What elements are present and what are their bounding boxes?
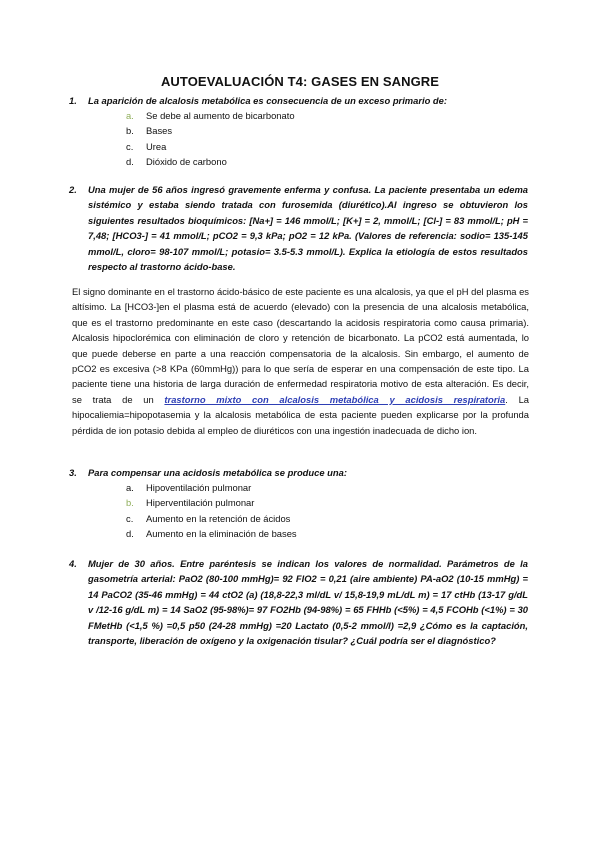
question-4 (69, 556, 528, 648)
question-3-option-a (126, 480, 526, 495)
option-text: Hiperventilación pulmonar (146, 497, 255, 509)
option-text: Bases (146, 125, 173, 137)
question-2-text: Una mujer de 56 años ingresó gravemente enferma y confusa. La paciente presentaba un edema sistémico y estaba siendo tratada con furosemida (diurético).Al ingreso se obtuvieron los siguientes resultados bioquímicos: [Na+] = 146 mmol/L; [K+] = 2, mmol/L; [Cl-] = 83 mmol/L; pH = 7,48; [HCO3-] = 41 mmol/L; pCO2 = 9,3 kPa; pO2 = 12 kPa. (Valores de referencia: sodio= 135-145 mmol/L, cloro= 98-107 mmol/L; potasio= 3.5-5.3 mmol/L). Explica la etiología de estos resultados respecto al trastorno ácido-base. (88, 184, 528, 273)
option-text: Dióxido de carbono (146, 156, 227, 168)
question-3-text: Para compensar una acidosis metabólica se produce una: (88, 467, 347, 478)
question-1-option-a (126, 108, 526, 123)
question-1-option-d (126, 154, 526, 169)
option-letter: b. (126, 125, 134, 137)
answer-2 (72, 284, 529, 438)
option-text: Aumento en la retención de ácidos (146, 512, 291, 524)
option-text: Urea (146, 140, 167, 152)
question-3-option-c (126, 511, 526, 526)
option-letter: c. (126, 512, 134, 524)
question-1-text: La aparición de alcalosis metabólica es consecuencia de un exceso primario de: (88, 95, 447, 106)
question-3-option-d (126, 526, 526, 541)
option-letter: d. (126, 528, 134, 540)
option-letter: a. (126, 482, 134, 493)
question-3 (69, 465, 528, 480)
question-3-option-b (126, 495, 526, 510)
question-4-text: Mujer de 30 años. Entre paréntesis se indican los valores de normalidad. Parámetros de la gasometría arterial: PaO2 (80-100 mmHg)= 92 FIO2 = 0,21 (aire ambiente) PA-aO2 (10-15 mmHg) = 14 PaCO2 (35-46 mmHg) = 44 ctO2 (a) (18,8-22,3 ml/dL v/ 15,8-19,9 mL/dL m) = 17 ctHb (13-17 g/dL v /12-16 g/dL m) = 14 SaO2 (95-98%)= 97 FO2Hb (94-98%) = 65 FHHb (<5%) = 4,5 FCOHb (<1%) = 30 FMetHb (<1,5 %) =0,5 p50 (24-28 mmHg) =20 Lactato (0,5-2 mmol/l) =2,9 ¿Cómo es la captación, transporte, liberación de oxígeno y la oxigenación tisular? ¿Cuál podría ser el diagnóstico? (88, 558, 528, 647)
option-text: Se debe al aumento de bicarbonato (146, 110, 295, 121)
question-1-option-c (126, 139, 526, 154)
question-4-number: 4. (69, 558, 77, 569)
option-text: Hipoventilación pulmonar (146, 482, 252, 493)
question-1 (69, 93, 528, 108)
answer-2-part-2: . La hipocaliemia=hipopotasemia y la alcalosis metabólica de esta paciente pueden explicarse por la profunda pérdida de ion potasio debida al empleo de diuréticos con una ingestión inadecuada de dicho ion. (72, 393, 529, 436)
question-3-number: 3. (69, 467, 77, 478)
option-letter: b. (126, 497, 134, 509)
option-letter: c. (126, 140, 134, 152)
option-letter: d. (126, 156, 134, 168)
option-text: Aumento en la eliminación de bases (146, 528, 297, 540)
option-letter: a. (126, 110, 134, 121)
answer-2-part-1: El signo dominante en el trastorno ácido-básico de este paciente es una alcalosis, ya que el pH del plasma es altísimo. La [HCO3-]en el plasma está de acuerdo (elevado) con la presencia de una alcalosis metabólica, que es el trastorno predominante en este caso (descartando la acidosis respiratoria como causa primaria). Alcalosis hipoclorémica con eliminación de cloro y retención de bicarbonato. La pCO2 está aumentada, lo que puede deberse en parte a una reacción compensatoria de la alcalosis. Sin embargo, el aumento de pCO2 es excesiva (>8 KPa (60mmHg)) para lo que sería de esperar en una compensación de este tipo. La paciente tiene una historia de larga duración de enfermedad respiratoria motivo de esta alteración. Es decir, se trata de un (72, 286, 529, 405)
question-1-option-b (126, 123, 526, 138)
document-title: AUTOEVALUACIÓN T4: GASES EN SANGRE (160, 74, 440, 89)
question-2-number: 2. (69, 184, 77, 195)
question-3-options (126, 480, 526, 542)
question-1-number: 1. (69, 95, 77, 106)
answer-2-highlight: trastorno mixto con alcalosis metabólica y acidosis respiratoria (164, 393, 506, 405)
question-1-options (126, 108, 526, 170)
question-2 (69, 182, 528, 274)
